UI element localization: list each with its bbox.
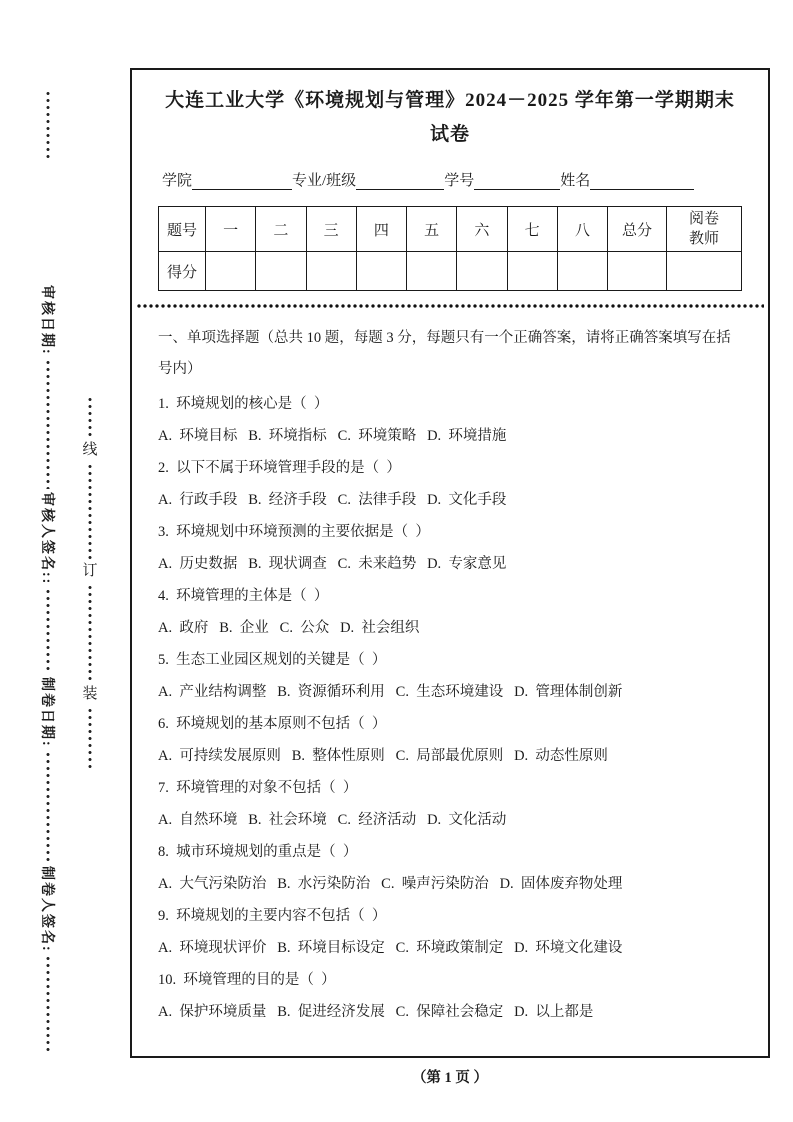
score-cell-empty	[608, 252, 667, 291]
dotted-line	[88, 463, 92, 559]
question-6	[158, 708, 742, 772]
question-9-options: A. 环境现状评价 B. 环境目标设定 C. 环境政策制定 D. 环境文化建设	[158, 940, 623, 956]
question-9-stem: 9. 环境规划的主要内容不包括（ ）	[158, 908, 387, 924]
question-5-stem: 5. 生态工业园区规划的关键是（ ）	[158, 652, 387, 668]
score-table-col-5: 五	[407, 207, 457, 252]
score-table-col-1: 一	[206, 207, 256, 252]
question-5	[158, 644, 742, 708]
score-cell-empty	[557, 252, 607, 291]
section-heading: 一、单项选择题（总共 10 题，每题 3 分，每题只有一个正确答案，请将正确答案填写在括号内）	[158, 330, 731, 377]
score-cell-empty	[667, 252, 742, 291]
question-7	[158, 772, 742, 836]
college-blank	[192, 169, 292, 190]
score-cell-empty	[407, 252, 457, 291]
question-8	[158, 836, 742, 900]
dotted-line	[46, 955, 50, 1052]
spacer	[46, 160, 50, 282]
question-3	[158, 516, 742, 580]
score-cell-empty	[206, 252, 256, 291]
question-8-stem: 8. 城市环境规划的重点是（ ）	[158, 844, 358, 860]
major-class-blank	[356, 169, 444, 190]
score-cell-empty	[356, 252, 406, 291]
score-table-col-2: 二	[256, 207, 306, 252]
score-table-col-8: 八	[557, 207, 607, 252]
score-cell-empty	[507, 252, 557, 291]
binding-margin-left	[33, 90, 63, 1052]
dotted-line	[46, 588, 50, 674]
dotted-line	[46, 359, 50, 489]
score-table-total: 总分	[608, 207, 667, 252]
score-table	[158, 206, 742, 291]
question-1-options: A. 环境目标 B. 环境指标 C. 环境策略 D. 环境措施	[158, 428, 507, 444]
question-9	[158, 900, 742, 964]
question-5-options: A. 产业结构调整 B. 资源循环利用 C. 生态环境建设 D. 管理体制创新	[158, 684, 623, 700]
question-1-stem: 1. 环境规划的核心是（ ）	[158, 396, 329, 412]
question-4-options: A. 政府 B. 企业 C. 公众 D. 社会组织	[158, 620, 420, 636]
paper-making-date-label: 制卷日期:	[39, 677, 54, 748]
score-table-reviewer	[667, 207, 742, 252]
reviewer-signature-label: 审核人签名::	[39, 491, 54, 585]
name-label: 姓名	[560, 173, 591, 189]
question-7-options: A. 自然环境 B. 社会环境 C. 经济活动 D. 文化活动	[158, 812, 507, 828]
page-footer: （第 1 页 ）	[411, 1070, 489, 1086]
student-info-row	[158, 166, 742, 190]
review-date-label: 审核日期:	[39, 285, 54, 356]
question-4	[158, 580, 742, 644]
student-id-label: 学号	[444, 173, 475, 189]
paper-maker-signature-label: 制卷人签名:	[39, 865, 54, 953]
question-6-stem: 6. 环境规划的基本原则不包括（ ）	[158, 716, 387, 732]
score-label-cell: 得分	[159, 252, 206, 291]
score-cell-empty	[306, 252, 356, 291]
question-1	[158, 388, 742, 452]
question-4-stem: 4. 环境管理的主体是（ ）	[158, 588, 329, 604]
exam-title-line1: 大连工业大学《环境规划与管理》2024－2025 学年第一学期期末	[165, 90, 735, 111]
score-table-corner: 题号	[159, 207, 206, 252]
question-10-options: A. 保护环境质量 B. 促进经济发展 C. 保障社会稳定 D. 以上都是	[158, 1004, 594, 1020]
question-2	[158, 452, 742, 516]
binding-char-bind: 装	[82, 686, 98, 702]
college-label: 学院	[162, 173, 193, 189]
binding-char-staple: 订	[82, 563, 98, 579]
reviewer-label-line2: 教师	[688, 231, 719, 247]
question-2-options: A. 行政手段 B. 经济手段 C. 法律手段 D. 文化手段	[158, 492, 507, 508]
dotted-line	[88, 707, 92, 772]
question-2-stem: 2. 以下不属于环境管理手段的是（ ）	[158, 460, 401, 476]
question-3-options: A. 历史数据 B. 现状调查 C. 未来趋势 D. 专家意见	[158, 556, 507, 572]
question-list	[158, 388, 742, 1028]
score-cell-empty	[256, 252, 306, 291]
question-10-stem: 10. 环境管理的目的是（ ）	[158, 972, 336, 988]
student-id-blank	[474, 169, 560, 190]
dotted-line	[88, 396, 92, 438]
dotted-line	[88, 584, 92, 682]
question-3-stem: 3. 环境规划中环境预测的主要依据是（ ）	[158, 524, 430, 540]
exam-paper	[130, 68, 770, 1058]
dotted-separator	[136, 303, 764, 309]
score-table-col-3: 三	[306, 207, 356, 252]
name-blank	[590, 169, 694, 190]
question-6-options: A. 可持续发展原则 B. 整体性原则 C. 局部最优原则 D. 动态性原则	[158, 748, 608, 764]
question-8-options: A. 大气污染防治 B. 水污染防治 C. 噪声污染防治 D. 固体废弃物处理	[158, 876, 623, 892]
score-table-col-4: 四	[356, 207, 406, 252]
major-class-label: 专业/班级	[292, 173, 357, 189]
reviewer-label-line1: 阅卷	[688, 210, 719, 227]
binding-char-line: 线	[82, 442, 98, 458]
score-cell-empty	[457, 252, 507, 291]
dotted-line	[46, 751, 50, 863]
question-7-stem: 7. 环境管理的对象不包括（ ）	[158, 780, 358, 796]
binding-line	[80, 396, 100, 772]
score-table-col-7: 七	[507, 207, 557, 252]
score-table-col-6: 六	[457, 207, 507, 252]
dotted-line	[46, 90, 50, 160]
question-10	[158, 964, 742, 1028]
exam-title-line2: 试卷	[429, 124, 470, 145]
